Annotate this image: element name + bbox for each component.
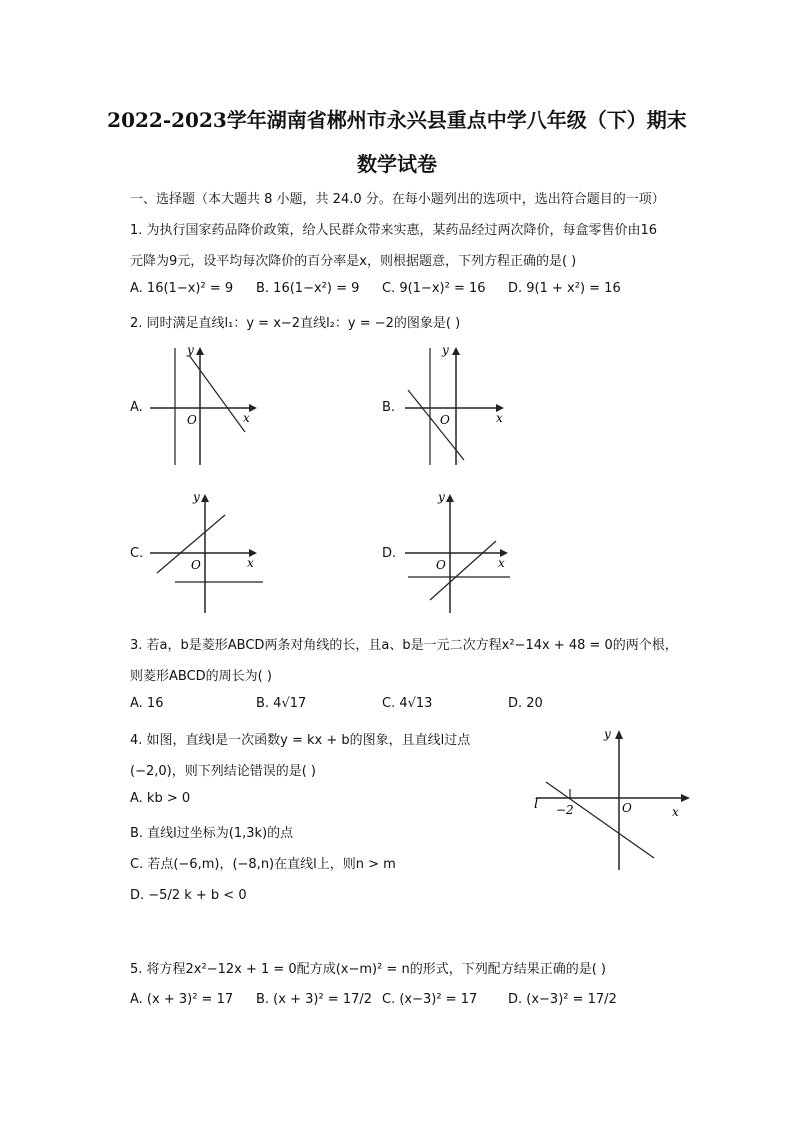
q1-option-c: C. 9(1−x)² = 16 xyxy=(382,281,486,296)
x-axis-label: x xyxy=(247,556,254,570)
q3-option-a: A. 16 xyxy=(130,696,164,711)
x-axis-arrow-icon xyxy=(681,794,690,802)
q2-stem: 2. 同时满足直线l₁：y = x−2直线l₂：y = −2的图象是( ) xyxy=(130,316,461,331)
q2-graph-c xyxy=(145,485,270,615)
origin-label: O xyxy=(187,413,197,427)
q5-option-d: D. (x−3)² = 17/2 xyxy=(508,992,617,1007)
q5-option-b: B. (x + 3)² = 17/2 xyxy=(256,992,373,1007)
line-l-label: l xyxy=(534,797,539,812)
y-axis-label: y xyxy=(604,727,611,741)
q2-graph-d xyxy=(400,485,525,615)
q4-graph xyxy=(528,722,698,874)
y-axis-arrow-icon xyxy=(446,494,454,502)
y-axis-label: y xyxy=(193,490,200,504)
y-axis-arrow-icon xyxy=(615,730,623,739)
x-axis-label: x xyxy=(672,805,679,819)
q3-stem-line-1: 3. 若a，b是菱形ABCD两条对角线的长，且a、b是一元二次方程x²−14x + 48 = 0的两个根， xyxy=(130,638,678,653)
origin-label: O xyxy=(622,801,632,815)
q2-graph-b xyxy=(400,340,520,470)
origin-label: O xyxy=(440,413,450,427)
q5-stem: 5. 将方程2x²−12x + 1 = 0配方成(x−m)² = n的形式，下列配方结果正确的是( ) xyxy=(130,962,606,977)
x-axis-label: x xyxy=(498,556,505,570)
q2-option-a-label: A. xyxy=(130,400,143,415)
q1-option-b: B. 16(1−x²) = 9 xyxy=(256,281,360,296)
y-axis-label: y xyxy=(438,490,445,504)
y-axis-arrow-icon xyxy=(196,347,204,355)
q1-stem-line-2: 元降为9元，设平均每次降价的百分率是x，则根据题意，下列方程正确的是( ) xyxy=(130,254,577,269)
q1-stem-line-1: 1. 为执行国家药品降价政策，给人民群众带来实惠，某药品经过两次降价，每盒零售价由16 xyxy=(130,223,658,238)
line-l xyxy=(546,782,654,858)
q2-graph-a xyxy=(145,340,265,470)
paper-title-line-1: 2022-2023学年湖南省郴州市永兴县重点中学八年级（下）期末 xyxy=(107,108,687,132)
q2-option-b-label: B. xyxy=(382,400,396,415)
q4-option-a: A. kb > 0 xyxy=(130,791,191,806)
x-axis-label: x xyxy=(243,411,250,425)
q5-option-c: C. (x−3)² = 17 xyxy=(382,992,478,1007)
q2-option-c-label: C. xyxy=(130,546,144,561)
q3-option-c: C. 4√13 xyxy=(382,696,433,711)
y-axis-arrow-icon xyxy=(452,347,460,355)
q1-option-d: D. 9(1 + x²) = 16 xyxy=(508,281,621,296)
q4-option-c: C. 若点(−6,m)，(−8,n)在直线l上，则n > m xyxy=(130,857,396,872)
y-axis-label: y xyxy=(442,343,449,357)
y-axis-label: y xyxy=(187,343,194,357)
section-1-heading: 一、选择题（本大题共 8 小题，共 24.0 分。在每小题列出的选项中，选出符合题目的一项） xyxy=(130,192,665,207)
q4-stem-line-1: 4. 如图，直线l是一次函数y = kx + b的图象，且直线l过点 xyxy=(130,733,471,748)
q4-option-b: B. 直线l过坐标为(1,3k)的点 xyxy=(130,826,294,841)
q1-option-a: A. 16(1−x)² = 9 xyxy=(130,281,234,296)
q3-stem-line-2: 则菱形ABCD的周长为( ) xyxy=(130,669,272,684)
q4-stem-line-2: (−2,0)，则下列结论错误的是( ) xyxy=(130,764,316,779)
tick-label-minus-2: −2 xyxy=(556,803,574,817)
paper-title-line-2: 数学试卷 xyxy=(357,152,437,176)
y-axis-arrow-icon xyxy=(201,494,209,502)
q4-option-d: D. −5/2 k + b < 0 xyxy=(130,888,247,903)
x-axis-label: x xyxy=(496,411,503,425)
q2-option-d-label: D. xyxy=(382,546,397,561)
origin-label: O xyxy=(191,558,201,572)
q3-option-b: B. 4√17 xyxy=(256,696,307,711)
q3-option-d: D. 20 xyxy=(508,696,543,711)
graph-line xyxy=(189,355,245,432)
x-axis-arrow-icon xyxy=(249,404,257,412)
q5-option-a: A. (x + 3)² = 17 xyxy=(130,992,234,1007)
origin-label: O xyxy=(436,558,446,572)
